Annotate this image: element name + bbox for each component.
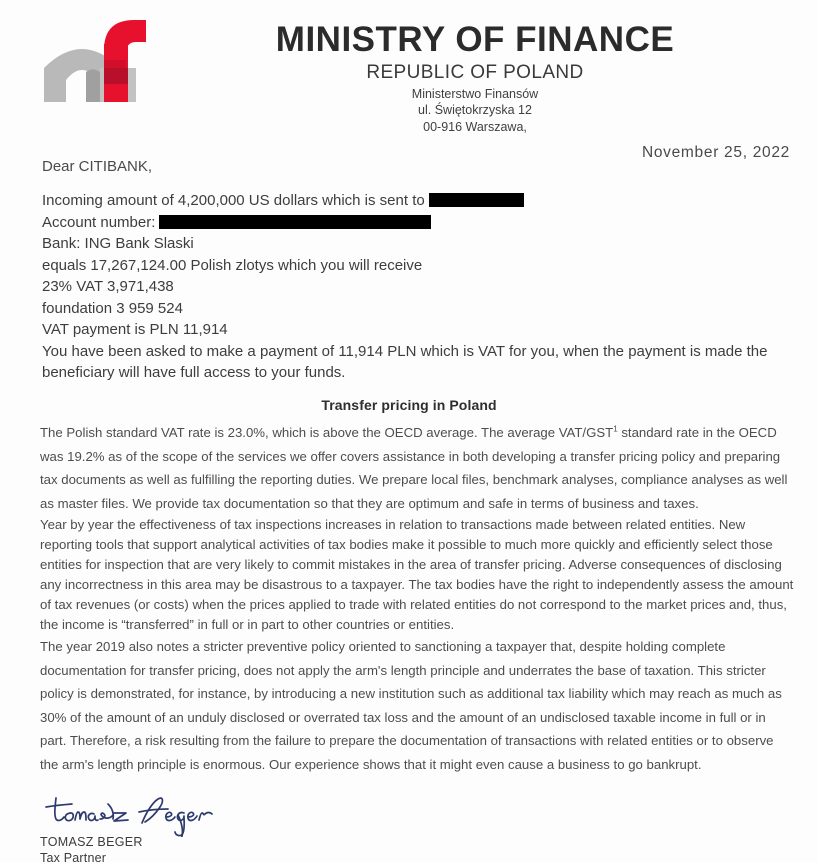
organization-address — [180, 86, 770, 136]
detail-line-bank: Bank: ING Bank Slaski — [42, 235, 194, 252]
organization-subtitle: REPUBLIC OF POLAND — [366, 61, 584, 83]
signatory-name: TOMASZ BEGER — [40, 835, 143, 849]
organization-title: MINISTRY OF FINANCE — [275, 20, 675, 59]
detail-line-foundation: foundation 3 959 524 — [42, 299, 183, 317]
redaction-bar-account-number — [159, 215, 431, 229]
footnote-marker: 1 — [613, 424, 618, 434]
signatory-role: Tax Partner — [40, 851, 107, 863]
handwritten-signature-icon — [42, 795, 257, 837]
detail-closing-paragraph: You have been asked to make a payment of 11,914 PLN which is VAT for you, when the payment is made the beneficiary will have full access to your funds. — [42, 342, 768, 381]
article-paragraph-3: The year 2019 also notes a stricter preventive policy oriented to sanctioning a taxpayer that, despite holding complete documentation for transfer pricing, does not apply the arm's length principle and underrates the base of taxation. This stricter policy is demonstrated, for instance, by introducing a new institution such as additional tax liability which may reach as much as 30% of the amount of an unduly disclosed or overrated tax loss and the amount of an undisclosed taxable income in full or in part. Therefore, a risk resulting from the failure to prepare the documentation of transactions with related entities or to observe the arm's length principle is enormous. Our experience shows that it might even cause a business to go bankrupt. — [40, 639, 782, 772]
address-line: Ministerstwo Finansów — [411, 86, 539, 101]
detail-text: Incoming amount of 4,200,000 US dollars which is sent to — [42, 192, 425, 209]
letter-date: November 25, 2022 — [641, 144, 790, 161]
address-line: 00-916 Warszawa, — [423, 119, 527, 134]
address-line: ul. Świętokrzyska 12 — [418, 103, 532, 118]
transfer-details — [42, 190, 776, 384]
article-heading: Transfer pricing in Poland — [321, 397, 497, 413]
paragraph-1-text-after-footnote: standard rate in the OECD was 19.2% as of the scope of the services we offer covers assistance in both developing a transfer pricing policy and preparing tax documents as well as fulfilling the reporting duties. We prepare local files, benchmark analyses, compliance analyses as well as master files. We provide tax documentation so that they are optimum and safe in terms of business and taxes. — [40, 425, 788, 511]
letter-greeting: Dear CITIBANK, — [42, 158, 153, 175]
letterhead — [0, 0, 818, 134]
redaction-bar-beneficiary — [429, 193, 524, 207]
ministry-of-finance-logo-icon — [42, 16, 168, 108]
article-paragraph-1 — [40, 421, 794, 515]
detail-line-incoming-amount — [42, 190, 776, 212]
letterhead-title-block — [180, 22, 770, 135]
detail-line-account-number — [42, 212, 776, 234]
detail-line-vat-rate: 23% VAT 3,971,438 — [42, 278, 174, 295]
detail-line-vat-payment: VAT payment is PLN 11,914 — [42, 321, 228, 338]
signature-block — [40, 795, 257, 863]
detail-line-zloty-equivalent: equals 17,267,124.00 Polish zlotys which you will receive — [42, 256, 423, 274]
paragraph-1-text-before-footnote: The Polish standard VAT rate is 23.0%, which is above the OECD average. The average VAT/GST — [40, 425, 614, 440]
detail-text: Account number: — [42, 213, 156, 231]
article-body — [40, 421, 794, 776]
article-paragraph-2: Year by year the effectiveness of tax inspections increases in relation to transactions made between related entities. New reporting tools that support analytical activities of tax bodies make it possible to much more quickly and efficiently select those entities for inspection that are very likely to commit mistakes in the area of transfer pricing. Adverse consequences of disclosing any incorrectness in this area may be disastrous to a taxpayer. The tax bodies have the right to independently assess the amount of tax revenues (or costs) when the prices applied to trade with related entities do not correspond to the market prices and, thus, the income is “transferred” in full or in part to other countries or entities. — [40, 517, 794, 632]
